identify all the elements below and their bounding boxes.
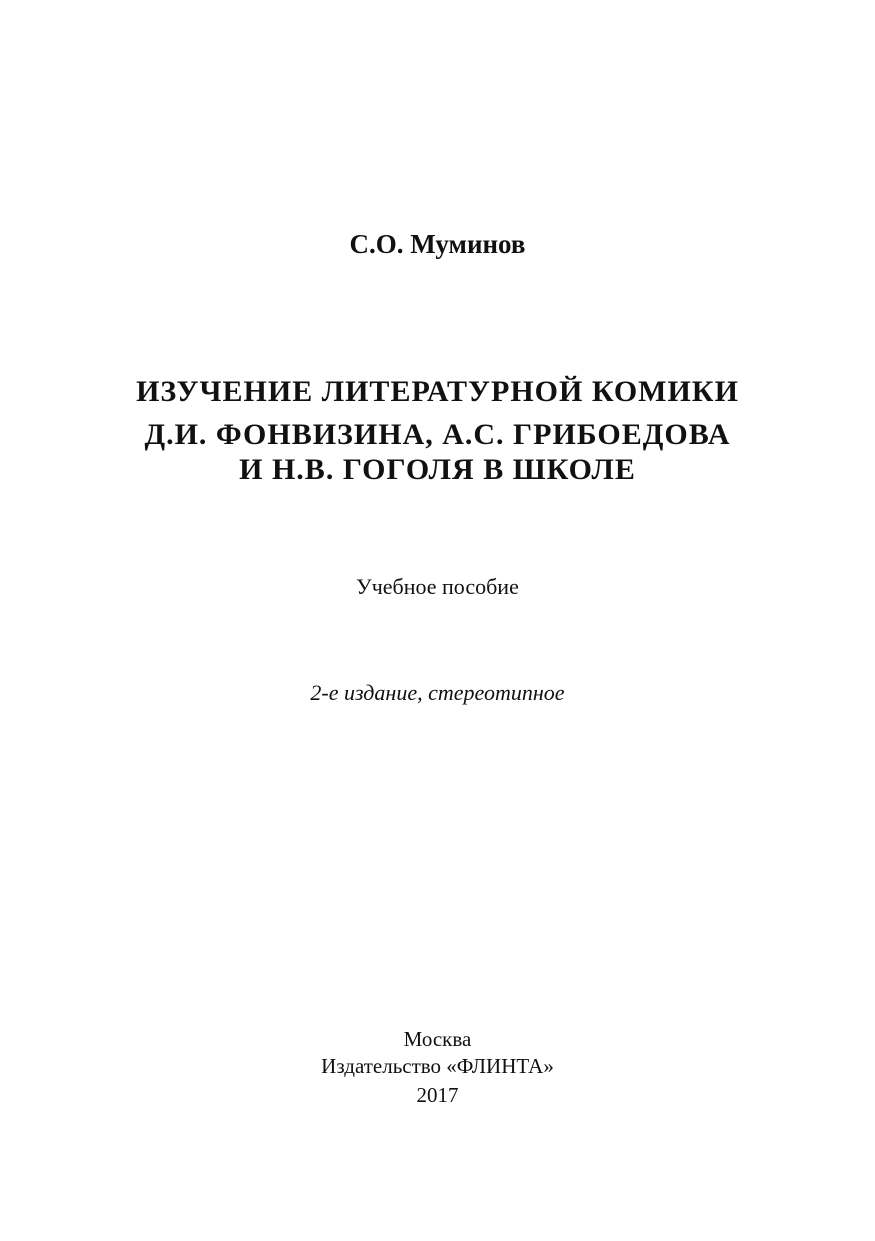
publication-genre: Учебное пособие [356,574,519,599]
book-title-line-3: И Н.В. ГОГОЛЯ В ШКОЛЕ [239,453,636,486]
author-name: С.О. Муминов [349,229,526,259]
book-title-line-2: Д.И. ФОНВИЗИНА, А.С. ГРИБОЕДОВА [144,418,731,451]
imprint-city: Москва [403,1027,472,1051]
imprint-publisher: Издательство «ФЛИНТА» [321,1054,554,1078]
imprint-year: 2017 [416,1083,459,1107]
book-title-line-1: ИЗУЧЕНИЕ ЛИТЕРАТУРНОЙ КОМИКИ [136,375,739,408]
edition-note: 2-е издание, стереотипное [310,680,565,705]
